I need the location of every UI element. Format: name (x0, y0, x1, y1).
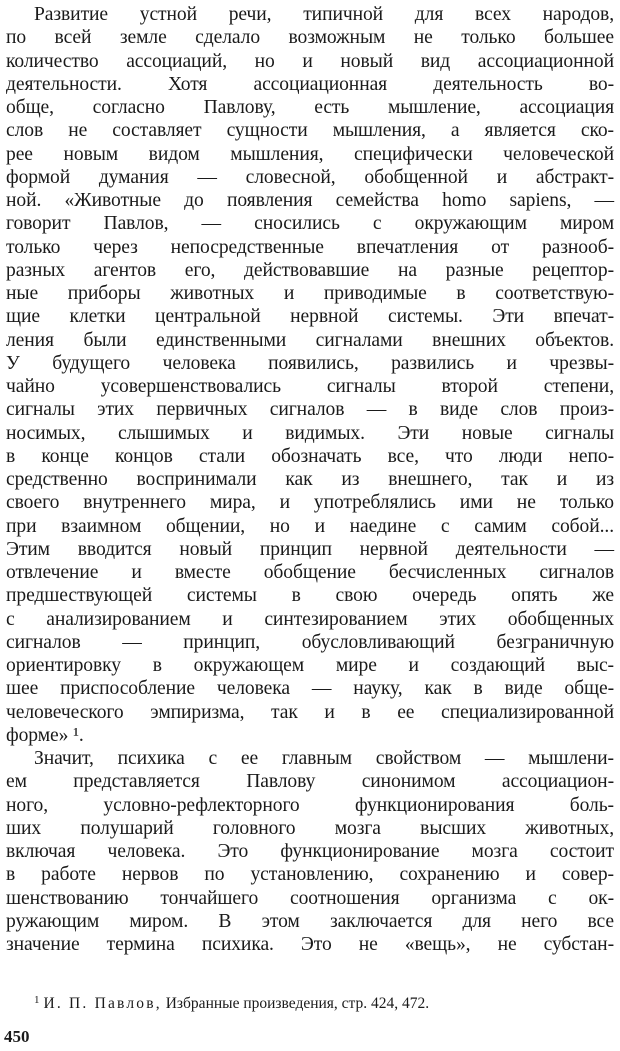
footnote-author: И. П. Павлов, (43, 995, 162, 1012)
text-line: в работе нервов по установлению, сохранению и совер- (6, 864, 614, 886)
text-line: обще, согласно Павлову, есть мышление, ассоциация (6, 97, 614, 118)
page-number: 450 (4, 1027, 30, 1046)
body-text (6, 3, 614, 956)
text-line: рее новым видом мышления, специфически человеческой (6, 143, 614, 165)
text-line: средственно воспринимали как из внешнего, так и из (6, 469, 614, 490)
text-line: с анализированием и синтезированием этих обобщенных (6, 608, 614, 630)
text-line: включая человека. Это функционирование мозга состоит (6, 841, 614, 862)
text-line: формой думания — словесной, обобщенной и абстракт- (6, 166, 614, 188)
footnote-marker: 1 (34, 994, 40, 1006)
text-line: щие клетки центральной нервной системы. Эти впечат- (6, 306, 614, 328)
text-line: ной. «Животные до появления семейства homo sapiens, — (6, 190, 614, 211)
text-line: шее приспособление человека — науку, как в виде обще- (6, 678, 614, 700)
text-line: ного, условно-рефлекторного функционирования боль- (6, 794, 614, 816)
text-line: деятельности. Хотя ассоциационная деятельность во- (6, 73, 614, 95)
text-line: говорит Павлов, — сносились с окружающим миром (6, 213, 614, 235)
text-line: предшествующей системы в свою очередь опять же (6, 585, 614, 607)
text-line: отвлечение и вместе обобщение бесчисленных сигналов (6, 562, 614, 583)
text-line: шенствованию тончайшего соотношения организма с ок- (6, 887, 614, 909)
text-line: ем представляется Павлову синонимом ассоциацион- (6, 771, 614, 793)
text-line: слов не составляет сущности мышления, а является ско- (6, 120, 614, 142)
text-line: количество ассоциаций, но и новый вид ассоциационной (6, 50, 614, 72)
text-line: Развитие устной речи, типичной для всех народов, (34, 4, 614, 25)
text-line: при взаимном общении, но и наедине с самим собой... (6, 515, 614, 537)
footnote (34, 990, 429, 1014)
text-line: чайно усовершенствовались сигналы второй степени, (6, 376, 614, 397)
text-line: ные приборы животных и приводимые в соответствую- (6, 283, 614, 304)
text-line: значение термина психика. Это не «вещь», не субстан- (6, 934, 614, 955)
text-line: ружающим миром. В этом заключается для него все (6, 910, 614, 932)
text-line: У будущего человека появились, развились и чрезвы- (6, 352, 614, 374)
text-line: разных агентов его, действовавшие на разные рецептор- (6, 259, 614, 281)
text-line: ления были единственными сигналами внешних объектов. (6, 329, 614, 351)
text-line: форме» ¹. (6, 724, 84, 746)
text-line: сигналы этих первичных сигналов — в виде слов произ- (6, 399, 614, 421)
text-line: ших полушарий головного мозга высших животных, (6, 817, 614, 839)
footnote-text: Избранные произведения, стр. 424, 472. (165, 995, 430, 1012)
text-line: Этим вводится новый принцип нервной деятельности — (6, 538, 614, 560)
text-line: своего внутреннего мира, и употреблялись ими не только (6, 492, 614, 514)
text-line: сигналов — принцип, обусловливающий безграничную (6, 631, 614, 653)
text-line: только через непосредственные впечатления от разнооб- (6, 236, 614, 258)
text-line: ориентировку в окружающем мире и создающий выс- (6, 655, 614, 676)
text-line: носимых, слышимых и видимых. Эти новые сигналы (6, 422, 614, 444)
text-line: Значит, психика с ее главным свойством — мышлени- (34, 748, 614, 769)
text-line: человеческого эмпиризма, так и в ее специализированной (6, 701, 614, 723)
text-line: в конце концов стали обозначать все, что люди непо- (6, 445, 614, 467)
text-line: по всей земле сделало возможным не только большее (6, 27, 614, 49)
